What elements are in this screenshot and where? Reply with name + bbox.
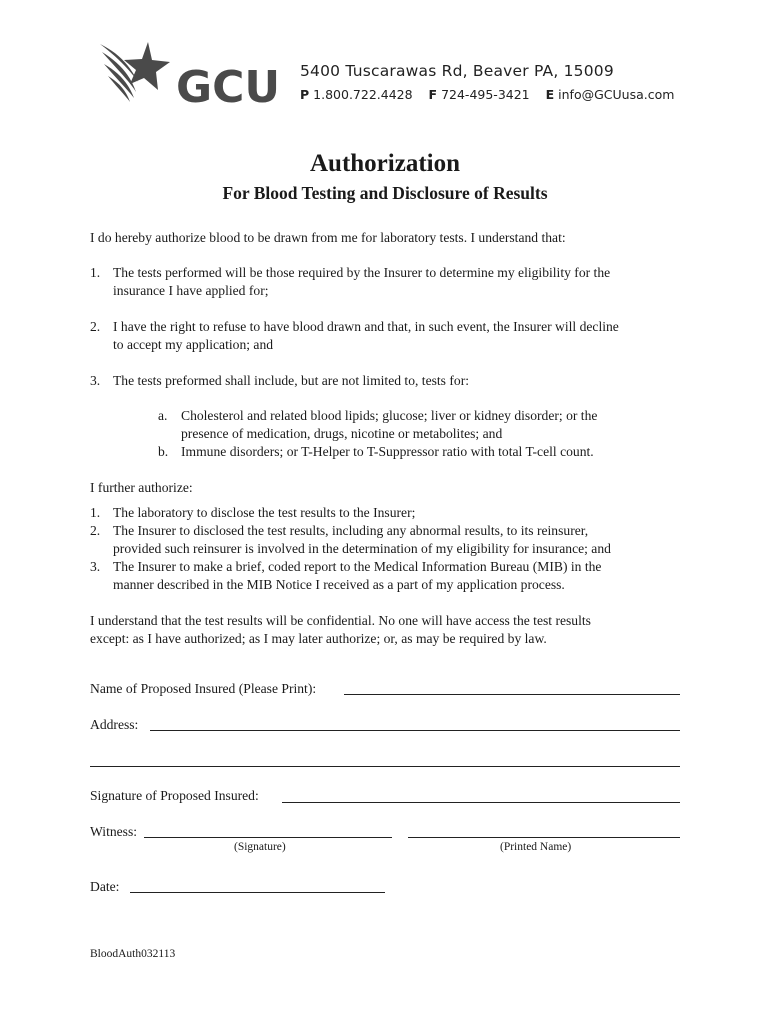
intro-paragraph: I do hereby authorize blood to be drawn from me for laboratory tests. I understand that: [90,230,566,245]
further-item-1-line-1: The laboratory to disclose the test results to the Insurer; [113,505,416,520]
signature-field[interactable] [282,802,680,803]
gcu-logo [100,40,290,110]
fax-label: F [428,87,438,102]
form-code: BloodAuth032113 [90,948,176,960]
phone-number: 1.800.722.4428 [313,87,413,102]
further-authorize-heading: I further authorize: [90,480,193,495]
date-field-label: Date: [90,879,120,894]
address-field[interactable] [150,730,680,731]
email-address: info@GCUusa.com [558,87,675,102]
understand-item-2-line-1: I have the right to refuse to have blood drawn and that, in such event, the Insurer will decline [113,319,619,334]
further-item-3-number: 3. [90,559,101,574]
letterhead-address: 5400 Tuscarawas Rd, Beaver PA, 15009 [300,62,614,80]
tests-subitem-a-letter: a. [158,408,168,423]
understand-item-1-line-1: The tests performed will be those required by the Insurer to determine my eligibility for the [113,265,611,280]
witness-signature-caption: (Signature) [234,841,286,853]
understand-item-3-line-1: The tests preformed shall include, but are not limited to, tests for: [113,373,469,388]
tests-subitem-a-line-1: Cholesterol and related blood lipids; glucose; liver or kidney disorder; or the [181,408,598,423]
address-field-line-2[interactable] [90,766,680,767]
further-item-2-number: 2. [90,523,101,538]
witness-printed-name-field[interactable] [408,837,680,838]
further-item-3-line-1: The Insurer to make a brief, coded report to the Medical Information Bureau (MIB) in the [113,559,602,574]
understand-item-3-number: 3. [90,373,101,388]
confidential-line-1: I understand that the test results will be confidential. No one will have access the test results [90,613,591,628]
signature-field-label: Signature of Proposed Insured: [90,788,259,803]
understand-item-1-line-2: insurance I have applied for; [113,283,269,298]
further-item-2-line-1: The Insurer to disclosed the test results, including any abnormal results, to its reinsurer, [113,523,589,538]
further-item-2-line-2: provided such reinsurer is involved in the determination of my eligibility for insurance; and [113,541,611,556]
witness-printed-name-caption: (Printed Name) [500,841,572,853]
tests-subitem-a-line-2: presence of medication, drugs, nicotine or metabolites; and [181,426,503,441]
tests-subitem-b-letter: b. [158,444,169,459]
tests-subitem-b-line-1: Immune disorders; or T-Helper to T-Suppressor ratio with total T-cell count. [181,444,594,459]
further-item-3-line-2: manner described in the MIB Notice I received as a part of my application process. [113,577,565,592]
date-field[interactable] [130,892,385,893]
name-field[interactable] [344,694,680,695]
witness-field-label: Witness: [90,824,138,839]
letterhead-contact [300,87,674,102]
witness-signature-field[interactable] [144,837,392,838]
address-field-label: Address: [90,717,139,732]
phone-label: P [300,87,310,102]
understand-item-2-line-2: to accept my application; and [113,337,274,352]
understand-item-1-number: 1. [90,265,101,280]
confidential-line-2: except: as I have authorized; as I may later authorize; or, as may be required by law. [90,631,547,646]
page-subtitle: For Blood Testing and Disclosure of Results [222,183,548,203]
page-title: Authorization [310,150,460,177]
further-item-1-number: 1. [90,505,101,520]
understand-item-2-number: 2. [90,319,101,334]
name-field-label: Name of Proposed Insured (Please Print): [90,681,317,696]
logo-wordmark: GCU [176,62,281,110]
email-label: E [545,87,555,102]
fax-number: 724-495-3421 [441,87,530,102]
